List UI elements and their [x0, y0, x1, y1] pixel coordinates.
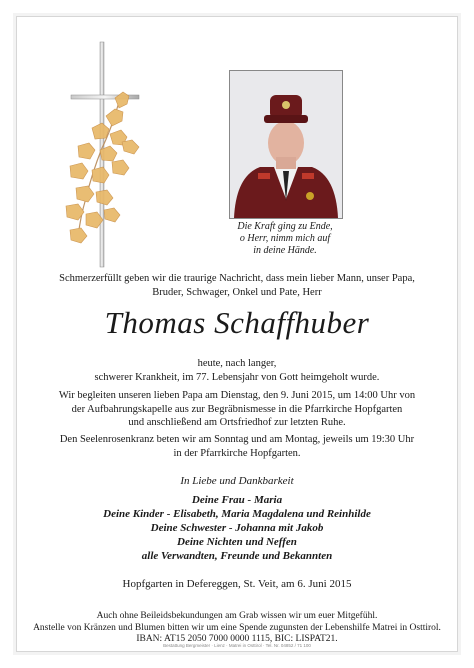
family-member: Deine Schwester - Johanna mit Jakob — [150, 522, 324, 534]
family-list — [30, 493, 444, 563]
place-and-date: Hopfgarten in Defereggen, St. Veit, am 6. Juni 2015 — [122, 578, 352, 590]
notice-line: heute, nach langer, — [197, 358, 277, 369]
footer-line: Anstelle von Kränzen und Blumen bitten wir um eine Spende zugunsten der Lebenshilfe Matrei in Osttirol. — [33, 622, 441, 633]
printer-imprint: Bestattung Bergmeister · Lienz · Matrei in Osttirol · Tel. Nr. 04852 / 71 100 — [163, 643, 311, 648]
family-member: Deine Frau - Maria — [191, 494, 283, 506]
footer-line: IBAN: AT15 2050 7000 0000 1115, BIC: LISPAT21. — [136, 634, 338, 644]
quote-line: in deine Hände. — [253, 245, 317, 256]
funeral-line: Wir begleiten unseren lieben Papa am Dienstag, den 9. Juni 2015, um 14:00 Uhr von — [58, 390, 416, 401]
deceased-name: Thomas Schaffhuber — [104, 305, 370, 340]
intro-line: Bruder, Schwager, Onkel und Pate, Herr — [152, 287, 322, 298]
death-notice-text — [30, 357, 444, 384]
funeral-line: der Aufbahrungskapelle aus zur Begräbnismesse in die Pfarrkirche Hopfgarten — [71, 403, 403, 415]
family-member: Deine Kinder - Elisabeth, Maria Magdalena und Reinhilde — [103, 508, 371, 520]
rosary-line: Den Seelenrosenkranz beten wir am Sonntag und am Montag, jeweils um 19:30 Uhr — [59, 434, 415, 445]
intro-line: Schmerzerfüllt geben wir die traurige Nachricht, dass mein lieber Mann, unser Papa, — [59, 273, 415, 284]
funeral-details — [30, 389, 444, 430]
intro-text — [30, 272, 444, 300]
mourning-heading: In Liebe und Dankbarkeit — [180, 475, 294, 487]
footer-note — [30, 611, 444, 646]
rosary-details — [30, 433, 444, 460]
cross-with-ivy-illustration — [40, 38, 190, 268]
family-member: alle Verwandten, Freunde und Bekannten — [141, 550, 333, 562]
rosary-line: in der Pfarrkirche Hopfgarten. — [173, 447, 301, 459]
memorial-quote — [222, 221, 348, 257]
family-member: Deine Nichten und Neffen — [177, 536, 297, 548]
quote-line: o Herr, nimm mich auf — [239, 233, 331, 244]
funeral-line: und anschließend am Ortsfriedhof zur letzten Ruhe. — [128, 417, 346, 428]
portrait-photo — [229, 70, 343, 219]
quote-line: Die Kraft ging zu Ende, — [237, 221, 333, 232]
notice-line: schwerer Krankheit, im 77. Lebensjahr von Gott heimgeholt wurde. — [94, 371, 380, 383]
footer-line: Auch ohne Beileidsbekundungen am Grab wissen wir um euer Mitgefühl. — [96, 611, 378, 621]
